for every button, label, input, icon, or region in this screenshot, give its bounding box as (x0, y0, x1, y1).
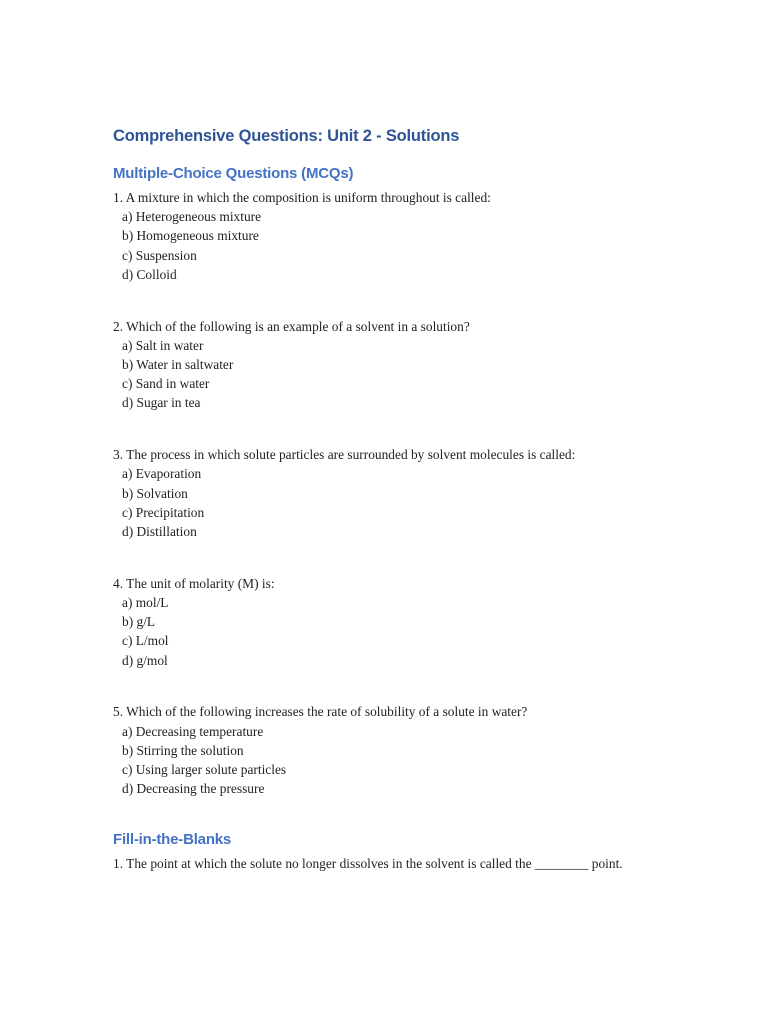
option-a: a) Decreasing temperature (122, 723, 264, 739)
fill-in-blank-question-1 (113, 854, 673, 873)
option-d: d) Sugar in tea (122, 395, 201, 411)
option-a: a) Salt in water (122, 337, 204, 353)
option-c: c) Sand in water (122, 376, 210, 392)
option-a: a) Heterogeneous mixture (122, 209, 262, 225)
mcq-question-list (113, 188, 673, 798)
option-c: c) Using larger solute particles (122, 762, 287, 778)
option-list (113, 207, 673, 284)
option-c: c) Suspension (122, 247, 197, 263)
question-text: 1. A mixture in which the composition is uniform throughout is called: (113, 190, 491, 205)
option-b: b) Stirring the solution (122, 742, 244, 758)
fill-in-blanks-list (113, 854, 673, 873)
option-list (113, 593, 673, 670)
option-d: d) g/mol (122, 652, 168, 668)
question-text: 2. Which of the following is an example of a solvent in a solution? (113, 318, 470, 334)
option-b: b) Solvation (122, 485, 188, 501)
mcq-question-4 (113, 574, 673, 670)
option-a: a) Evaporation (122, 466, 202, 482)
option-list (113, 722, 673, 799)
question-text: 5. Which of the following increases the rate of solubility of a solute in water? (113, 704, 528, 720)
option-a: a) mol/L (122, 595, 169, 611)
document-page (113, 124, 673, 874)
option-c: c) Precipitation (122, 504, 205, 520)
option-list (113, 336, 673, 413)
document-title: Comprehensive Questions: Unit 2 - Solutions (113, 127, 460, 145)
mcq-question-2 (113, 317, 673, 413)
option-c: c) L/mol (122, 633, 169, 649)
option-list (113, 464, 673, 541)
mcq-question-3 (113, 445, 673, 541)
option-b: b) g/L (122, 614, 156, 630)
option-b: b) Water in saltwater (122, 357, 234, 373)
fill-in-blanks-heading: Fill-in-the-Blanks (113, 831, 232, 849)
question-text: 1. The point at which the solute no longer dissolves in the solvent is called the ________ point. (113, 856, 623, 872)
question-text: 4. The unit of molarity (M) is: (113, 575, 275, 591)
option-d: d) Decreasing the pressure (122, 781, 265, 797)
mcq-question-5 (113, 702, 673, 798)
option-d: d) Colloid (122, 266, 177, 282)
option-b: b) Homogeneous mixture (122, 228, 259, 244)
question-text: 3. The process in which solute particles are surrounded by solvent molecules is called: (113, 447, 576, 463)
option-d: d) Distillation (122, 524, 197, 540)
mcq-question-1 (113, 188, 673, 284)
mcq-section-heading: Multiple-Choice Questions (MCQs) (113, 165, 354, 182)
